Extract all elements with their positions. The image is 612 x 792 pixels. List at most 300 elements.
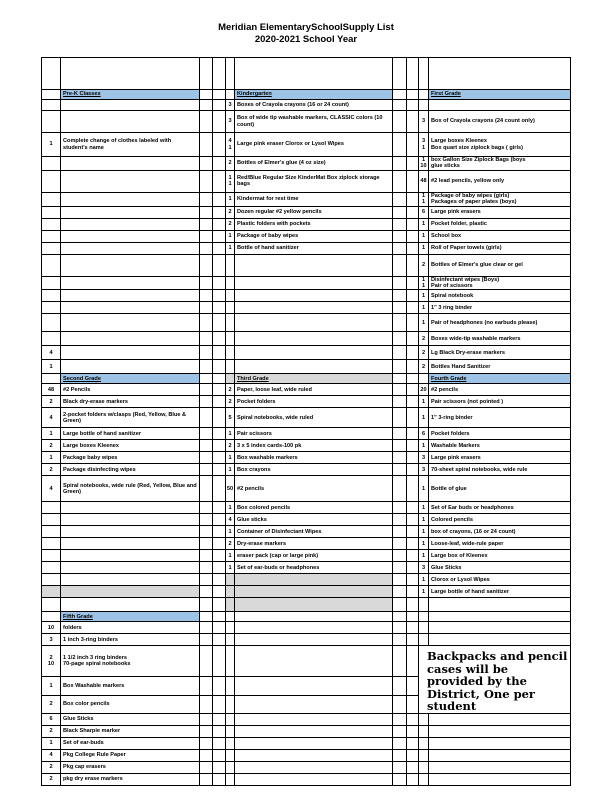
- item-text: [61, 170, 200, 192]
- table-row: [42, 360, 571, 374]
- item-qty: 3: [226, 111, 235, 133]
- item-qty: 2: [226, 218, 235, 230]
- column-gap: [200, 384, 213, 396]
- column-gap: [407, 192, 419, 206]
- item-text: [429, 725, 571, 737]
- item-text: Pair scissors (not pointed ): [429, 396, 571, 408]
- item-text: Large bottle of hand sanitizer: [429, 586, 571, 598]
- column-gap: [200, 90, 213, 100]
- item-qty: [42, 332, 61, 346]
- column-gap: [407, 290, 419, 302]
- column-gap: [393, 133, 407, 157]
- column-gap: [393, 725, 407, 737]
- item-text: Box color pencils: [61, 695, 200, 713]
- item-text: 70-sheet spiral notebooks, wide rule: [429, 464, 571, 476]
- school-year: 2020-2021 School Year: [254, 34, 358, 45]
- item-qty: [226, 58, 235, 90]
- item-text: 2-pocket folders w/clasps (Red, Yellow, Blue & Green): [61, 408, 200, 428]
- table-row: [42, 550, 571, 562]
- item-text: Spiral notebooks, wide ruled: [235, 408, 393, 428]
- column-gap: [213, 254, 226, 276]
- column-gap: [407, 514, 419, 526]
- column-gap: [393, 773, 407, 785]
- column-gap: [200, 713, 213, 725]
- item-qty: 1: [42, 428, 61, 440]
- item-text: Large boxes Kleenex Box quart size ziplock bags ( girls): [429, 133, 571, 157]
- column-gap: [407, 111, 419, 133]
- column-gap: [200, 634, 213, 646]
- item-text: Bottles Hand Sanitizer: [429, 360, 571, 374]
- column-gap: [200, 514, 213, 526]
- column-gap: [213, 374, 226, 384]
- item-text: Package baby wipes: [61, 452, 200, 464]
- column-gap: [393, 464, 407, 476]
- item-text: Large pink erasers: [429, 452, 571, 464]
- item-qty: 2: [226, 440, 235, 452]
- item-qty: 1: [226, 562, 235, 574]
- item-text: [429, 634, 571, 646]
- column-gap: [407, 538, 419, 550]
- item-qty: 2: [226, 396, 235, 408]
- column-gap: [200, 157, 213, 171]
- item-qty: [226, 695, 235, 713]
- column-gap: [407, 346, 419, 360]
- column-gap: [213, 242, 226, 254]
- item-qty: [226, 725, 235, 737]
- item-text: [61, 206, 200, 218]
- item-text: Washable Markers: [429, 440, 571, 452]
- item-qty: 1: [419, 408, 429, 428]
- item-qty: 4: [42, 476, 61, 502]
- item-text: [235, 302, 393, 314]
- item-qty: 1: [419, 538, 429, 550]
- column-gap: [393, 276, 407, 290]
- column-gap: [200, 206, 213, 218]
- item-qty: [42, 612, 61, 622]
- column-gap: [213, 695, 226, 713]
- item-text: [235, 276, 393, 290]
- item-qty: 1: [419, 526, 429, 538]
- item-qty: [226, 90, 235, 100]
- column-gap: [407, 230, 419, 242]
- item-qty: 1: [419, 230, 429, 242]
- item-qty: 48: [419, 170, 429, 192]
- item-qty: 2: [42, 464, 61, 476]
- item-text: [235, 346, 393, 360]
- column-gap: [200, 396, 213, 408]
- table-row: [42, 111, 571, 133]
- column-gap: [200, 314, 213, 332]
- item-qty: 1: [42, 677, 61, 695]
- column-gap: [407, 634, 419, 646]
- table-row: [42, 761, 571, 773]
- column-gap: [393, 242, 407, 254]
- item-text: [61, 230, 200, 242]
- item-qty: [226, 276, 235, 290]
- column-gap: [213, 58, 226, 90]
- column-gap: [407, 170, 419, 192]
- column-gap: [407, 713, 419, 725]
- column-gap: [213, 452, 226, 464]
- column-gap: [200, 749, 213, 761]
- table-row: [42, 586, 571, 598]
- column-gap: [393, 440, 407, 452]
- item-qty: [42, 314, 61, 332]
- column-gap: [213, 761, 226, 773]
- item-qty: [42, 157, 61, 171]
- item-qty: [226, 622, 235, 634]
- column-gap: [407, 332, 419, 346]
- item-qty: 1: [42, 133, 61, 157]
- item-text: School box: [429, 230, 571, 242]
- table-row: [42, 408, 571, 428]
- item-qty: [226, 773, 235, 785]
- item-text: [61, 192, 200, 206]
- column-gap: [213, 646, 226, 677]
- column-gap: [407, 276, 419, 290]
- table-row: [42, 100, 571, 111]
- item-qty: [42, 206, 61, 218]
- item-text: Bottles of Elmer's glue clear or gel: [429, 254, 571, 276]
- column-gap: [200, 526, 213, 538]
- item-qty: 3 1: [419, 133, 429, 157]
- column-gap: [200, 725, 213, 737]
- column-gap: [393, 574, 407, 586]
- column-gap: [200, 230, 213, 242]
- column-gap: [407, 695, 419, 713]
- item-qty: [42, 574, 61, 586]
- column-gap: [200, 773, 213, 785]
- table-row: [42, 170, 571, 192]
- column-gap: [200, 562, 213, 574]
- column-gap: [213, 428, 226, 440]
- column-gap: [200, 502, 213, 514]
- column-gap: [213, 464, 226, 476]
- item-text: [61, 502, 200, 514]
- column-gap: [393, 538, 407, 550]
- column-gap: [393, 550, 407, 562]
- table-row: [42, 314, 571, 332]
- item-text: #2 Pencils: [61, 384, 200, 396]
- item-qty: [226, 749, 235, 761]
- item-qty: 3: [42, 634, 61, 646]
- item-qty: 1: [419, 502, 429, 514]
- column-gap: [407, 725, 419, 737]
- item-qty: 6: [419, 428, 429, 440]
- item-text: Boxes wide-tip washable markers: [429, 332, 571, 346]
- item-qty: 4 1: [226, 133, 235, 157]
- item-text: folders: [61, 622, 200, 634]
- item-text: [61, 598, 200, 612]
- column-gap: [393, 562, 407, 574]
- item-qty: 4: [42, 749, 61, 761]
- column-gap: [393, 598, 407, 612]
- item-text: Spiral notebook: [429, 290, 571, 302]
- table-row: [42, 713, 571, 725]
- column-gap: [213, 612, 226, 622]
- item-qty: [226, 314, 235, 332]
- item-qty: [419, 90, 429, 100]
- column-gap: [407, 133, 419, 157]
- item-qty: 1 1: [419, 192, 429, 206]
- item-qty: [42, 302, 61, 314]
- item-text: Pkg cap erasers: [61, 761, 200, 773]
- table-row: [42, 598, 571, 612]
- table-row: [42, 206, 571, 218]
- item-text: [235, 612, 393, 622]
- column-gap: [213, 346, 226, 360]
- table-row: [42, 157, 571, 171]
- column-gap: [213, 290, 226, 302]
- column-gap: [407, 242, 419, 254]
- item-qty: [42, 111, 61, 133]
- column-gap: [407, 384, 419, 396]
- item-qty: 2: [226, 384, 235, 396]
- item-text: pkg dry erase markers: [61, 773, 200, 785]
- second-grade-header: Second Grade: [61, 374, 200, 384]
- item-qty: [419, 58, 429, 90]
- item-text: [235, 677, 393, 695]
- column-gap: [200, 677, 213, 695]
- column-gap: [213, 314, 226, 332]
- column-gap: [393, 737, 407, 749]
- item-text: [429, 612, 571, 622]
- item-text: Bottle of hand sanitizer: [235, 242, 393, 254]
- item-qty: 1: [419, 574, 429, 586]
- item-text: Set of ear-buds or headphones: [235, 562, 393, 574]
- column-gap: [200, 133, 213, 157]
- table-row: [42, 646, 571, 677]
- table-row: [42, 302, 571, 314]
- item-qty: [42, 242, 61, 254]
- item-text: [235, 773, 393, 785]
- table-row: [42, 634, 571, 646]
- item-qty: 1: [226, 242, 235, 254]
- column-gap: [393, 514, 407, 526]
- column-gap: [200, 58, 213, 90]
- item-qty: [226, 332, 235, 346]
- column-gap: [200, 574, 213, 586]
- item-qty: 20: [419, 384, 429, 396]
- column-gap: [200, 374, 213, 384]
- item-text: [235, 634, 393, 646]
- column-gap: [200, 428, 213, 440]
- item-text: [61, 346, 200, 360]
- column-gap: [393, 646, 407, 677]
- item-text: Box Washable markers: [61, 677, 200, 695]
- column-gap: [213, 133, 226, 157]
- item-text: Box of wide tip washable markers, CLASSIC colors (10 count): [235, 111, 393, 133]
- item-qty: [42, 550, 61, 562]
- third-grade-header: Third Grade: [235, 374, 393, 384]
- item-qty: 4: [42, 346, 61, 360]
- column-gap: [200, 695, 213, 713]
- item-text: [429, 713, 571, 725]
- item-text: Red/Blue Regular Size KinderMat Box ziplock storage bags: [235, 170, 393, 192]
- column-gap: [200, 622, 213, 634]
- item-text: [235, 332, 393, 346]
- column-gap: [407, 360, 419, 374]
- item-qty: 1: [419, 440, 429, 452]
- column-gap: [407, 396, 419, 408]
- item-text: [429, 773, 571, 785]
- column-gap: [393, 332, 407, 346]
- column-gap: [393, 157, 407, 171]
- backpack-note: Backpacks and pencil cases will be provided by the District, One per student: [419, 646, 571, 714]
- column-gap: [407, 526, 419, 538]
- column-gap: [393, 677, 407, 695]
- item-qty: 5: [226, 408, 235, 428]
- first-grade-header: First Grade: [429, 90, 571, 100]
- item-text: Package disinfecting wipes: [61, 464, 200, 476]
- item-text: #2 pencils: [429, 384, 571, 396]
- column-gap: [407, 476, 419, 502]
- item-text: Dry-erase markers: [235, 538, 393, 550]
- column-gap: [200, 218, 213, 230]
- item-text: Pkg College Rule Paper: [61, 749, 200, 761]
- item-qty: [419, 100, 429, 111]
- column-gap: [200, 452, 213, 464]
- column-gap: [213, 218, 226, 230]
- column-gap: [393, 612, 407, 622]
- item-text: [61, 157, 200, 171]
- column-gap: [393, 408, 407, 428]
- item-text: 1" 3-ring binder: [429, 408, 571, 428]
- column-gap: [407, 574, 419, 586]
- column-gap: [407, 206, 419, 218]
- item-text: [61, 218, 200, 230]
- item-text: Bottle of glue: [429, 476, 571, 502]
- item-qty: 3: [419, 111, 429, 133]
- item-qty: [42, 192, 61, 206]
- table-row: [42, 133, 571, 157]
- column-gap: [407, 428, 419, 440]
- item-text: [235, 646, 393, 677]
- column-gap: [213, 476, 226, 502]
- table-row: [42, 476, 571, 502]
- column-gap: [393, 586, 407, 598]
- table-row: [42, 562, 571, 574]
- column-gap: [213, 550, 226, 562]
- column-gap: [213, 737, 226, 749]
- item-qty: 1: [419, 218, 429, 230]
- column-gap: [213, 170, 226, 192]
- table-row: [42, 428, 571, 440]
- item-qty: 2: [42, 761, 61, 773]
- table-row: [42, 192, 571, 206]
- column-gap: [407, 622, 419, 634]
- column-gap: [393, 170, 407, 192]
- item-text: [61, 360, 200, 374]
- table-row: [42, 254, 571, 276]
- column-gap: [200, 408, 213, 428]
- column-gap: [393, 111, 407, 133]
- item-text: Colored pencils: [429, 514, 571, 526]
- item-text: [61, 314, 200, 332]
- column-gap: [407, 452, 419, 464]
- item-text: [61, 242, 200, 254]
- column-gap: [213, 725, 226, 737]
- column-gap: [407, 550, 419, 562]
- item-qty: 3: [419, 452, 429, 464]
- item-text: Lg Black Dry-erase markers: [429, 346, 571, 360]
- item-text: Large boxes Kleenex: [61, 440, 200, 452]
- column-gap: [407, 646, 419, 677]
- item-text: Pocket folder, plastic: [429, 218, 571, 230]
- table-row: [42, 276, 571, 290]
- column-gap: [200, 538, 213, 550]
- column-gap: [407, 773, 419, 785]
- item-qty: [226, 360, 235, 374]
- column-gap: [213, 192, 226, 206]
- item-text: eraser pack (cap or large pink): [235, 550, 393, 562]
- item-qty: 3: [419, 464, 429, 476]
- column-gap: [393, 100, 407, 111]
- item-qty: [42, 538, 61, 550]
- item-text: [61, 526, 200, 538]
- item-text: Box colored pencils: [235, 502, 393, 514]
- column-gap: [213, 713, 226, 725]
- column-gap: [393, 346, 407, 360]
- column-gap: [213, 677, 226, 695]
- item-text: [429, 598, 571, 612]
- column-gap: [200, 360, 213, 374]
- column-gap: [393, 622, 407, 634]
- column-gap: [200, 440, 213, 452]
- item-qty: 1: [42, 737, 61, 749]
- table-row: [42, 514, 571, 526]
- column-gap: [213, 586, 226, 598]
- item-qty: 48: [42, 384, 61, 396]
- item-text: Glue Sticks: [61, 713, 200, 725]
- column-gap: [393, 254, 407, 276]
- item-qty: [419, 612, 429, 622]
- item-qty: 3: [226, 100, 235, 111]
- item-text: [235, 725, 393, 737]
- item-text: Disinfectant wipes (Boys) Pair of scissors: [429, 276, 571, 290]
- item-qty: 1: [419, 550, 429, 562]
- item-text: Large pink eraser Clorox or Lysol Wipes: [235, 133, 393, 157]
- column-gap: [200, 586, 213, 598]
- item-qty: [419, 761, 429, 773]
- item-text: Bottles of Elmer's glue (4 oz size): [235, 157, 393, 171]
- item-qty: [419, 737, 429, 749]
- column-gap: [200, 242, 213, 254]
- item-qty: [42, 290, 61, 302]
- item-text: [61, 290, 200, 302]
- column-gap: [407, 218, 419, 230]
- item-text: [429, 737, 571, 749]
- column-gap: [393, 218, 407, 230]
- item-text: Plastic folders with pockets: [235, 218, 393, 230]
- column-gap: [407, 440, 419, 452]
- item-qty: [226, 677, 235, 695]
- column-gap: [407, 562, 419, 574]
- item-text: 1 1/2 inch 3 ring binders 70-page spiral notebooks: [61, 646, 200, 677]
- item-qty: [419, 598, 429, 612]
- column-gap: [393, 314, 407, 332]
- item-qty: 1: [226, 192, 235, 206]
- column-gap: [200, 346, 213, 360]
- column-gap: [200, 276, 213, 290]
- item-qty: 2: [42, 396, 61, 408]
- item-text: [235, 713, 393, 725]
- column-gap: [393, 634, 407, 646]
- item-text: [61, 562, 200, 574]
- table-row: [42, 290, 571, 302]
- column-gap: [393, 428, 407, 440]
- column-gap: [407, 374, 419, 384]
